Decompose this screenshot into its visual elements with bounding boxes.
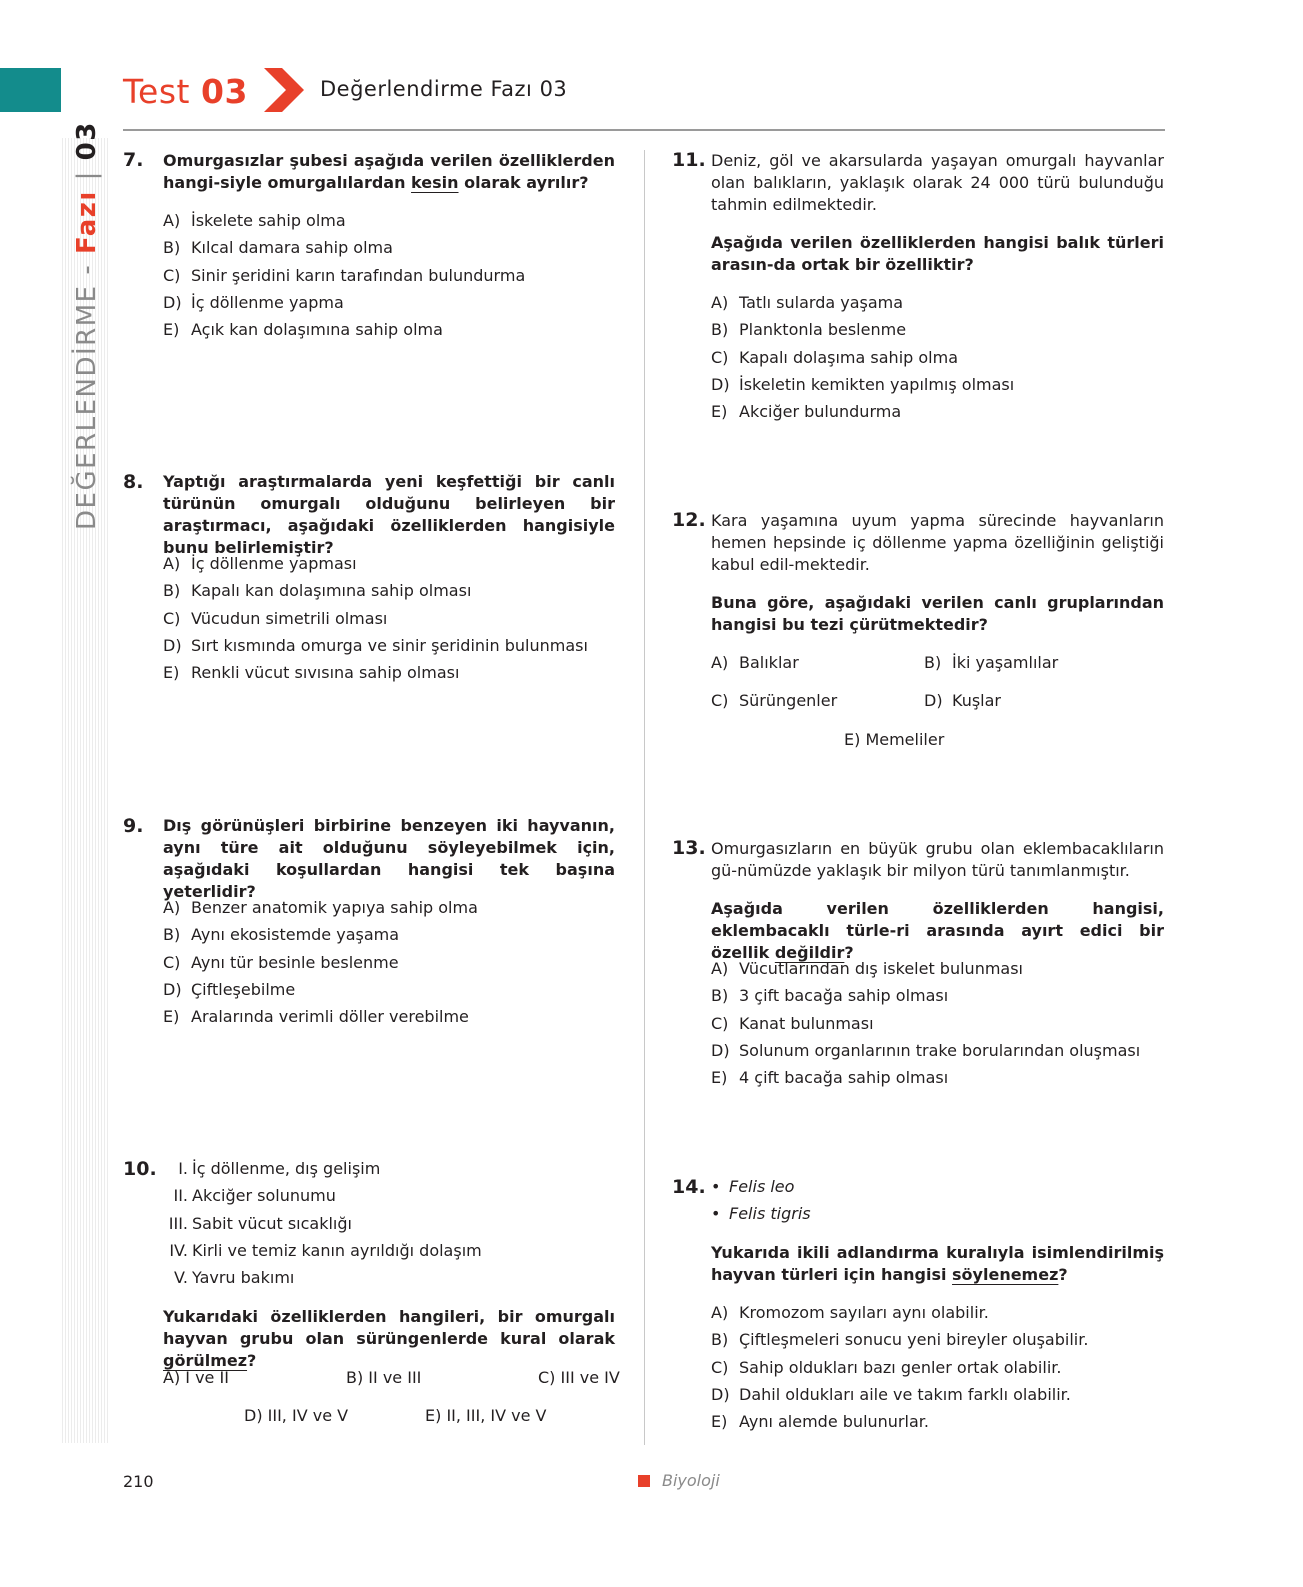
option[interactable]: B) Çiftleşmeleri sonucu yeni bireyler oluşabilir. (711, 1330, 1089, 1350)
statement: II. Akciğer solunumu (173, 1186, 336, 1206)
header-divider (123, 129, 1165, 131)
question-13-number: 13. (672, 837, 706, 859)
page-number: 210 (123, 1472, 154, 1491)
option[interactable]: D) İç döllenme yapma (163, 292, 344, 312)
question-7-options (163, 207, 525, 343)
question-14-species-list (711, 1173, 811, 1228)
option[interactable]: E) Akciğer bulundurma (711, 402, 902, 422)
question-9-number: 9. (123, 815, 144, 837)
test-subtitle: Değerlendirme Fazı 03 (320, 77, 568, 101)
option[interactable]: C) Kapalı dolaşıma sahip olma (711, 347, 958, 367)
question-9-stem: Dış görünüşleri birbirine benzeyen iki hayvanın, aynı türe ait olduğunu söyleyebilmek için, aşağıdaki koşullardan hangisi tek başına yeterlidir? (163, 816, 615, 901)
option[interactable]: C) Sürüngenler (711, 691, 838, 710)
question-12-intro: Kara yaşamına uyum yapma sürecinde hayvanların hemen hepsinde iç döllenme yapma özelliğinin geliştiği kabul edil-mektedir. (711, 511, 1164, 574)
option[interactable]: A) Kromozom sayıları aynı olabilir. (711, 1303, 989, 1322)
question-8-stem: Yaptığı araştırmalarda yeni keşfettiği bir canlı türünün omurgalı olduğunu belirleyen bir araştırmacı, aşağıdaki özelliklerden hangisiyle bunu belirlemiştir? (163, 472, 615, 557)
header-accent-block (0, 68, 61, 112)
question-9-options (163, 894, 478, 1030)
option[interactable]: A) Tatlı sularda yaşama (711, 293, 904, 312)
species-item: • Felis leo (711, 1177, 795, 1196)
option[interactable]: A) Balıklar (711, 653, 799, 672)
square-icon (638, 1475, 650, 1487)
question-14-number: 14. (672, 1176, 706, 1198)
option[interactable]: C) III ve IV (538, 1368, 620, 1387)
question-7-stem: Omurgasızlar şubesi aşağıda verilen özelliklerden hangi-siyle omurgalılardan kesin olarak ayrılır? (163, 151, 615, 192)
species-item: • Felis tigris (711, 1204, 811, 1224)
option[interactable]: D) Çiftleşebilme (163, 979, 296, 999)
question-8-options (163, 550, 588, 686)
question-11-options (711, 289, 1014, 425)
option[interactable]: E) Memeliler (844, 730, 945, 749)
question-11-number: 11. (672, 149, 706, 171)
question-8-number: 8. (123, 471, 144, 493)
option[interactable]: E) Renkli vücut sıvısına sahip olması (163, 663, 460, 683)
option[interactable]: C) Sahip oldukları bazı genler ortak olabilir. (711, 1357, 1062, 1377)
question-10-statements (158, 1155, 482, 1291)
question-10-stem: Yukarıdaki özelliklerden hangileri, bir omurgalı hayvan grubu olan sürüngenlerde kural olarak görülmez? (163, 1307, 615, 1370)
test-word: Test (123, 72, 190, 111)
option[interactable]: B) Planktonla beslenme (711, 320, 907, 340)
option[interactable]: E) Aynı alemde bulunurlar. (711, 1412, 929, 1432)
question-12-stem: Buna göre, aşağıdaki verilen canlı gruplarından hangisi bu tezi çürütmektedir? (711, 593, 1164, 634)
option[interactable]: B) 3 çift bacağa sahip olması (711, 986, 949, 1006)
side-label-fazi: Fazı (72, 190, 102, 255)
option[interactable]: B) İki yaşamlılar (924, 653, 1059, 672)
option[interactable]: C) Vücudun simetrili olması (163, 608, 388, 628)
option[interactable]: B) Kapalı kan dolaşımına sahip olması (163, 581, 472, 601)
side-label-number: 03 (72, 121, 102, 161)
question-12-number: 12. (672, 509, 706, 531)
statement: V. Yavru bakımı (174, 1268, 295, 1288)
subject-label: Biyoloji (662, 1471, 720, 1490)
test-title (123, 72, 248, 111)
question-7-number: 7. (123, 149, 144, 171)
option[interactable]: C) Kanat bulunması (711, 1013, 874, 1033)
option[interactable]: D) Kuşlar (924, 691, 1001, 710)
option[interactable]: A) Benzer anatomik yapıya sahip olma (163, 898, 478, 917)
option[interactable]: D) Solunum organlarının trake borularından oluşması (711, 1040, 1141, 1060)
question-10-number: 10. (123, 1158, 157, 1180)
question-13-options (711, 955, 1140, 1091)
test-number: 03 (201, 72, 248, 111)
side-label: DEĞERLENDİRME - Fazı | 03 (72, 121, 102, 530)
option[interactable]: A) İskelete sahip olma (163, 211, 346, 230)
option[interactable]: C) Aynı tür besinle beslenme (163, 952, 399, 972)
option[interactable]: D) Dahil oldukları aile ve takım farklı olabilir. (711, 1384, 1071, 1404)
option[interactable]: E) 4 çift bacağa sahip olması (711, 1068, 949, 1088)
statement: III. Sabit vücut sıcaklığı (168, 1213, 352, 1233)
option[interactable]: A) Vücutlarından dış iskelet bulunması (711, 959, 1023, 978)
question-13-stem: Aşağıda verilen özelliklerden hangisi, eklembacaklı türle-ri arasında ayırt edici bir özellik değildir? (711, 899, 1164, 962)
option[interactable]: E) Açık kan dolaşımına sahip olma (163, 320, 443, 340)
option[interactable]: A) İç döllenme yapması (163, 554, 357, 573)
chevron-right-icon (264, 68, 304, 112)
column-divider (644, 150, 645, 1445)
option[interactable]: C) Sinir şeridini karın tarafından bulundurma (163, 265, 526, 285)
question-11-stem: Aşağıda verilen özelliklerden hangisi balık türleri arasın-da ortak bir özelliktir? (711, 233, 1164, 274)
question-13-intro: Omurgasızların en büyük grubu olan eklembacaklıların gü-nümüzde yaklaşık bir milyon türü tanımlanmıştır. (711, 839, 1164, 880)
statement: IV. Kirli ve temiz kanın ayrıldığı dolaşım (169, 1240, 482, 1260)
option[interactable]: D) III, IV ve V (244, 1406, 349, 1425)
option[interactable]: E) Aralarında verimli döller verebilme (163, 1007, 469, 1027)
question-11-intro: Deniz, göl ve akarsularda yaşayan omurgalı hayvanlar olan balıkların, yaklaşık olarak 24 000 türü bulunduğu tahmin edilmektedir. (711, 151, 1164, 214)
option[interactable]: B) Kılcal damara sahip olma (163, 238, 393, 258)
option[interactable]: B) II ve III (346, 1368, 422, 1387)
option[interactable]: B) Aynı ekosistemde yaşama (163, 925, 400, 945)
question-14-options (711, 1299, 1088, 1435)
option[interactable]: D) İskeletin kemikten yapılmış olması (711, 374, 1015, 394)
option[interactable]: A) I ve II (163, 1368, 229, 1387)
option[interactable]: D) Sırt kısmında omurga ve sinir şeridinin bulunması (163, 635, 588, 655)
statement: I. İç döllenme, dış gelişim (178, 1159, 381, 1178)
question-14-stem: Yukarıda ikili adlandırma kuralıyla isimlendirilmiş hayvan türleri için hangisi söylenemez? (711, 1243, 1164, 1284)
option[interactable]: E) II, III, IV ve V (425, 1406, 547, 1425)
